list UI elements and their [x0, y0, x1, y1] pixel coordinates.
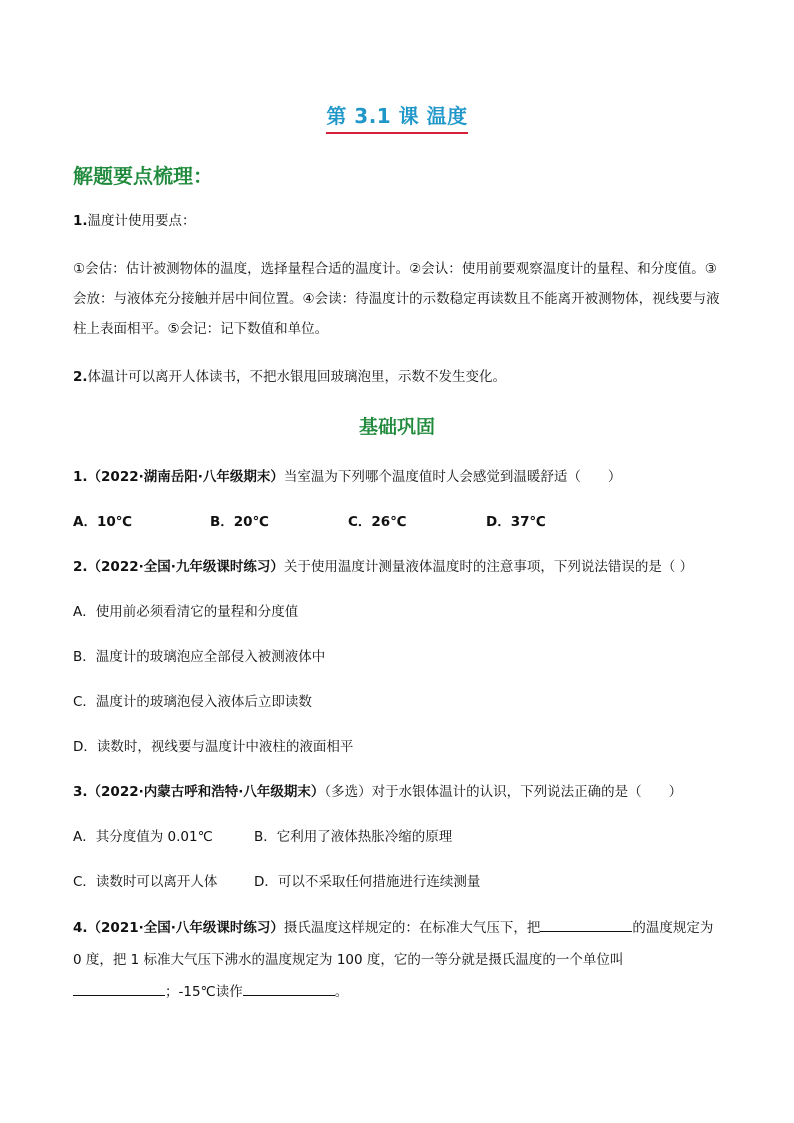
section-heading-key-points: 解题要点梳理：	[73, 164, 213, 188]
q4-stem-b: 的温度规定为	[632, 920, 714, 936]
q1-option-d: D．37℃	[486, 514, 546, 530]
q4-stem-a: 摄氏温度这样规定的：在标准大气压下，把	[283, 920, 541, 936]
q4-line-3-b: 。	[334, 984, 349, 1000]
q3-option-d: D．可以不采取任何措施进行连续测量	[254, 874, 481, 890]
q1-number: 1.	[73, 469, 88, 485]
point-2-text: 体温计可以离开人体读书，不把水银甩回玻璃泡里，示数不发生变化。	[87, 369, 507, 385]
q2-option-c: C．温度计的玻璃泡侵入液体后立即读数	[73, 694, 312, 710]
q4-source: （2021·全国·八年级课时练习）	[87, 920, 284, 936]
point-1-heading	[73, 206, 725, 236]
q3-stem: （多选）对于水银体温计的认识，下列说法正确的是（ ）	[324, 784, 683, 800]
point-2	[73, 362, 725, 392]
q2-number: 2.	[73, 559, 88, 575]
q2-option-b: B．温度计的玻璃泡应全部侵入被测液体中	[73, 649, 326, 665]
q1-source: （2022·湖南岳阳·八年级期末）	[87, 469, 284, 485]
question-4	[73, 913, 725, 943]
q1-option-b: B．20℃	[210, 514, 269, 530]
q2-option-d: D．读数时，视线要与温度计中液柱的液面相平	[73, 739, 354, 755]
q3-option-a: A．其分度值为 0.01℃	[73, 829, 213, 845]
point-1-text: 温度计使用要点：	[87, 213, 196, 229]
q4-line-3-a: ；-15℃读作	[165, 984, 243, 1000]
q1-option-a: A．10℃	[73, 514, 133, 530]
q4-blank-2[interactable]	[73, 981, 165, 996]
q4-blank-1[interactable]	[540, 917, 632, 932]
question-2	[73, 552, 725, 582]
q2-option-a: A．使用前必须看清它的量程和分度值	[73, 604, 299, 620]
q3-option-c: C．读数时可以离开人体	[73, 874, 218, 890]
q3-source: （2022·内蒙古呼和浩特·八年级期末）	[87, 784, 325, 800]
q1-option-c: C．26℃	[348, 514, 407, 530]
q2-stem: 关于使用温度计测量液体温度时的注意事项，下列说法错误的是（ ）	[283, 559, 694, 575]
section-heading-basic: 基础巩固	[358, 416, 435, 438]
q4-line-3	[73, 977, 725, 1007]
q3-option-b: B．它利用了液体热胀冷缩的原理	[254, 829, 453, 845]
q4-line-2: 0 度，把 1 标准大气压下沸水的温度规定为 100 度，它的一等分就是摄氏温度的一个单位叫	[73, 952, 624, 968]
point-2-number: 2.	[73, 369, 88, 385]
q4-number: 4.	[73, 920, 88, 936]
point-1-body: ①会估：估计被测物体的温度，选择量程合适的温度计。②会认：使用前要观察温度计的量程、和分度值。③会放：与液体充分接触并居中间位置。④会读：待温度计的示数稳定再读数且不能离开被测物体，视线要与液柱上表面相平。⑤会记：记下数值和单位。	[73, 261, 720, 337]
page-title	[0, 100, 794, 134]
q3-number: 3.	[73, 784, 88, 800]
question-3	[73, 777, 725, 807]
point-1-number: 1.	[73, 213, 88, 229]
q1-stem: 当室温为下列哪个温度值时人会感觉到温暖舒适（ ）	[283, 469, 622, 485]
q4-blank-3[interactable]	[243, 981, 335, 996]
question-1	[73, 462, 725, 492]
title-text: 第 3.1 课 温度	[326, 100, 467, 134]
q2-source: （2022·全国·九年级课时练习）	[87, 559, 284, 575]
